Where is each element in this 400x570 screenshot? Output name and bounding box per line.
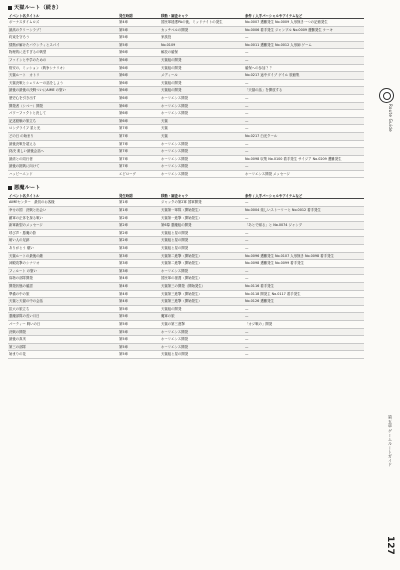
table-row (8, 252, 364, 260)
table-row (8, 64, 364, 72)
table-cell: 最終との同行者 (8, 155, 118, 163)
table-cell: 第6章 (118, 117, 160, 125)
table-cell: 暗い人の足跡 (8, 237, 118, 245)
col-header: 移動・調査キャラ (160, 12, 244, 19)
table-cell: 天獄第一軍隊（開始発生） (160, 207, 244, 215)
table-cell: 第7章 (118, 132, 160, 140)
table-cell: 第4章 (118, 19, 160, 27)
table-cell: 「あとで帰る」と No.0074 ジャンプ (244, 222, 364, 230)
table-row (8, 260, 364, 268)
table-cell: ホーリエンス開発 (160, 170, 244, 178)
table-cell: — (244, 237, 364, 245)
table-cell: — (244, 125, 364, 133)
table-cell: — (244, 343, 364, 351)
table-cell: — (244, 148, 364, 156)
table-cell: 開発者（シベー）開発 (8, 102, 118, 110)
table-cell: ホーリエンス開発 (160, 140, 244, 148)
table-cell: 天獄 (160, 117, 244, 125)
table-cell: 記述経験の旅立ち (8, 117, 118, 125)
table-cell: — (244, 49, 364, 57)
table-cell: ハッピーエンド (8, 170, 118, 178)
table-cell: 第3章 (118, 260, 160, 268)
table-cell: No.0118 開発主 No.0117 着手発生 (244, 290, 364, 298)
table-cell: No.0098 収集 No.0100 着手発生 サイジア No.0209 遭難発生 (244, 155, 364, 163)
table-cell: 最後の真実 (8, 336, 118, 344)
table-row (8, 343, 364, 351)
table-row (8, 229, 364, 237)
table-cell: 天獄組の開発 (160, 305, 244, 313)
table-cell: 第2章 (118, 222, 160, 230)
table-row (8, 163, 364, 171)
table-row (8, 170, 364, 178)
table-row (8, 351, 364, 359)
side-label: Route Guide (388, 104, 393, 132)
table-cell: 最後の最後の決戦ついにAIME の聖い (8, 87, 118, 95)
table-cell: No.0098 遭難発生 No.0099 着手発生 (244, 260, 364, 268)
table-cell: 第4章 (118, 283, 160, 291)
table-cell: — (244, 275, 364, 283)
col-header: 移動・調査キャラ (160, 192, 244, 199)
table-cell: 第5章 (118, 351, 160, 359)
table-cell: フィルート の聖い (8, 267, 118, 275)
table-cell: No.0006 着手発生 ジャンプル No.0009 遭難発生 ケーキ (244, 26, 364, 34)
table-row (8, 110, 364, 118)
side-tab-icon (379, 88, 394, 103)
table-cell: No.0096 遭難発生 No.0107 人形無き No.0098 着手発生 (244, 252, 364, 260)
table-cell: 天獄第三の開発（開始発生） (160, 283, 244, 291)
table-cell: 第5章 (118, 320, 160, 328)
table-row (8, 275, 364, 283)
table-cell: 「天獄の話」を開放する (244, 87, 364, 95)
table-cell: 天獄第一進撃（開始発生） (160, 214, 244, 222)
table-cell: 天獄組の開発 (160, 56, 244, 64)
table-cell: — (244, 110, 364, 118)
table-cell: 天獄ルートの最後の敵 (8, 252, 118, 260)
table-cell: ホーリエンス開発 (160, 94, 244, 102)
table-row (8, 102, 364, 110)
table-cell: — (244, 336, 364, 344)
table-cell: 天獄組と星の開発 (160, 237, 244, 245)
table-cell: 第1章 (118, 207, 160, 215)
table-row (8, 283, 364, 291)
table-cell: 第5章 (118, 336, 160, 344)
table-row (8, 87, 364, 95)
table-cell: 情熱が解けたバウンティとスパイ (8, 41, 118, 49)
table-row (8, 94, 364, 102)
table-cell: どの日 の始まり (8, 132, 118, 140)
table-cell: 家族役 (160, 34, 244, 42)
table-cell: 呼び声・悪魔の影 (8, 229, 118, 237)
table-cell: ホーリエンス開発 (160, 336, 244, 344)
table-cell: 歴史心を引き出す (8, 94, 118, 102)
table-row (8, 72, 364, 80)
table-row (8, 148, 364, 156)
table-row (8, 79, 364, 87)
table-cell: — (244, 305, 364, 313)
table-cell: 天獄第三進撃（開始発生） (160, 298, 244, 306)
section-title (8, 5, 364, 12)
table-cell: — (244, 328, 364, 336)
table-cell: No.0217 途中ダイブ ゲイル 旅館集 (244, 72, 364, 80)
table-row (8, 214, 364, 222)
table-row (8, 207, 364, 215)
section-title (8, 185, 364, 192)
table-cell: No.0217 白光クール (244, 132, 364, 140)
table-row (8, 155, 364, 163)
table-cell: — (244, 102, 364, 110)
table-cell: ファインと中学のための (8, 56, 118, 64)
col-header: 発生時期 (118, 192, 160, 199)
table-cell: 天獄と天獄の中の会話 (8, 298, 118, 306)
table-cell: 第5章 (118, 343, 160, 351)
table-cell: 天獄第二進撃（開始発生） (160, 260, 244, 268)
table-row (8, 336, 364, 344)
table-cell: 第6章 (118, 49, 160, 57)
table-cell: ホーリエンス開発 (160, 155, 244, 163)
table-cell: 準備の中の旅 (8, 290, 118, 298)
table-cell: — (244, 140, 364, 148)
table-cell: No.0011 遭難発生 No.0012 人形師 ゲーム (244, 41, 364, 49)
table-cell: 第3章 (118, 252, 160, 260)
table-cell: 物理的に近すぎるの戦型 (8, 49, 118, 57)
table-cell: — (244, 163, 364, 171)
table-row (8, 328, 364, 336)
table-cell: 偽物の部隊開発 (8, 275, 118, 283)
table-cell: ジャックの第2軍 国軍開発 (160, 199, 244, 207)
table-cell: エピローグ (118, 170, 160, 178)
table-cell: 最後決戦を超える (8, 140, 118, 148)
table-cell: パーティー 戦いの日 (8, 320, 118, 328)
table-row (8, 117, 364, 125)
table-cell: ホーリエンス開発 (160, 328, 244, 336)
table-cell: ホーリエンス開発 (160, 163, 244, 171)
table-cell: 第6章 (118, 72, 160, 80)
table-cell: 天獄組と星の開発 (160, 229, 244, 237)
table-cell: 格安の、ミッション（戦争シナリオ） (8, 64, 118, 72)
table-row (8, 305, 364, 313)
table-cell: 天獄ルート カトリ (8, 72, 118, 80)
table-row (8, 313, 364, 321)
table-cell: 魔軍の旅 (160, 313, 244, 321)
table-cell: — (244, 94, 364, 102)
table-cell: 天獄第三進撃（開始発生） (160, 290, 244, 298)
col-header: 条件 / 入手パーシャルやアイテムなど (244, 12, 364, 19)
table-cell: 第6章 (118, 79, 160, 87)
table-cell: — (244, 199, 364, 207)
table-cell: 第5章 (118, 305, 160, 313)
table-cell: — (244, 79, 364, 87)
table-row (8, 34, 364, 42)
bullet-square-icon (8, 186, 12, 190)
table-cell: — (244, 56, 364, 64)
table-row (8, 267, 364, 275)
table-cell: 国民軍援護PAの後、ミッドナイトの発生 (160, 19, 244, 27)
table-cell: 幸せの国 決戦と出会い (8, 207, 118, 215)
table-row (8, 26, 364, 34)
table-cell: ホーリエンス開発 (160, 267, 244, 275)
table-cell: No.0007 遭難発生 No.0009 人形無き一つの記憶発生 (244, 19, 364, 27)
table-cell: 第6章 (118, 64, 160, 72)
table-row (8, 320, 364, 328)
table-cell: 第6章 (118, 110, 160, 118)
table-cell: 第3章 (118, 267, 160, 275)
table-row (8, 140, 364, 148)
table-cell: 第6章 (118, 94, 160, 102)
table-cell: 最後の挑戦に向けて (8, 163, 118, 171)
table-cell: 第6章 (118, 56, 160, 64)
table-cell: 第7章 (118, 148, 160, 156)
table-cell: 悪魔部隊の長い月日 (8, 313, 118, 321)
table-cell: No.0126 遭難発生 (244, 298, 364, 306)
table-cell: 第1章 (118, 199, 160, 207)
table-cell: 天獄 (160, 132, 244, 140)
section-title-text: 悪魔ルート (14, 185, 41, 192)
table-row (8, 237, 364, 245)
table-cell: 第7章 (118, 125, 160, 133)
table-row (8, 49, 364, 57)
table-cell: 第4章 (118, 275, 160, 283)
table-cell: 天獄組と星の開発 (160, 245, 244, 253)
table-cell: 解放の確保 (160, 49, 244, 57)
table-cell: 最高のクリーンラブ！ (8, 26, 118, 34)
table-cell: 天獄決戦とシェリルーの話をしよう (8, 79, 118, 87)
document-page (8, 5, 364, 359)
table-cell: 第4章 (118, 290, 160, 298)
table-cell: 第5章 (118, 313, 160, 321)
table-cell: 第6章 (118, 102, 160, 110)
table-cell: No.0004 楽しいストーリーと No.0012 着手発生 (244, 207, 364, 215)
table-row (8, 19, 364, 27)
table-cell: 第3章 (118, 245, 160, 253)
table-row (8, 41, 364, 49)
table-cell: 第5章 (118, 34, 160, 42)
table-cell: 敵軍の正体を探る戦い (8, 214, 118, 222)
table-cell: 第6幕 悪魔組の開発 (160, 222, 244, 230)
table-cell: 第5章 (118, 41, 160, 49)
col-header: イベント名タイトル (8, 192, 118, 199)
table-cell: 拡大の旅立ち (8, 305, 118, 313)
table-row (8, 222, 364, 230)
table-cell: 始まりの花 (8, 351, 118, 359)
table-cell: 約束を守ろう (8, 34, 118, 42)
table-cell: 決戦の開発 (8, 328, 118, 336)
table-cell: 第三の部隊 (8, 343, 118, 351)
section-title-text: 天獄ルート（続き） (14, 5, 62, 11)
table-cell: — (244, 34, 364, 42)
table-cell: 終決 楽しい最後会話へ (8, 148, 118, 156)
table-cell: — (244, 245, 364, 253)
table-row (8, 290, 364, 298)
table-row (8, 125, 364, 133)
table-cell: No.0116 着手発生 (244, 283, 364, 291)
table-cell: 第7章 (118, 140, 160, 148)
table-cell: ロングライフ 星と光 (8, 125, 118, 133)
table-cell: 第5章 (118, 328, 160, 336)
event-table (8, 192, 364, 358)
table-cell: — (244, 351, 364, 359)
table-row (8, 298, 364, 306)
col-header: イベント名タイトル (8, 12, 118, 19)
table-cell: ありがとう 願い (8, 245, 118, 253)
table-cell: メディール (160, 72, 244, 80)
table-cell: 天獄の第三進撃 (160, 320, 244, 328)
table-cell: 新軍新型のメッセージ (8, 222, 118, 230)
table-cell: 第6章 (118, 87, 160, 95)
event-table (8, 12, 364, 178)
table-cell: 神殿攻撃のシナリオ (8, 260, 118, 268)
col-header: 条件 / 入手パーシャルやアイテムなど (244, 192, 364, 199)
table-cell: 確保への参加 ？？ (244, 64, 364, 72)
table-cell: ホーリエンス開発 (160, 110, 244, 118)
table-cell: 天獄第二進撃（開始発生） (160, 252, 244, 260)
table-cell: No.0109 (160, 41, 244, 49)
table-cell: 「カジ戦の」開発 (244, 320, 364, 328)
table-cell: 天獄組の開発 (160, 64, 244, 72)
table-cell: 国民軍の援護（開始発生） (160, 275, 244, 283)
page-number: 127 (385, 536, 395, 555)
table-cell: 第2章 (118, 229, 160, 237)
chapter-label: 第五章 ゲームルートガイド (388, 415, 393, 467)
table-cell: AIMEセンター 最初のお客様 (8, 199, 118, 207)
table-cell: 天獄組の開発 (160, 79, 244, 87)
col-header: 発生時期 (118, 12, 160, 19)
table-cell: ホーリエンス開発 (160, 102, 244, 110)
table-cell: — (244, 214, 364, 222)
table-cell: 天獄組の開発 (160, 87, 244, 95)
table-cell: — (244, 117, 364, 125)
table-cell: — (244, 313, 364, 321)
table-cell: 天獄組と星の開発 (160, 351, 244, 359)
table-cell: 天獄 (160, 125, 244, 133)
table-cell: 第7章 (118, 155, 160, 163)
table-cell: パワーファクトと決して (8, 110, 118, 118)
table-cell: ホーリエンス開発 (160, 343, 244, 351)
table-cell: ボーナスタイムロズ (8, 19, 118, 27)
table-cell: ホーリエンス開発 (160, 148, 244, 156)
table-cell: ホーリエンス開発 メッセージ (244, 170, 364, 178)
table-cell: 第2章 (118, 214, 160, 222)
table-row (8, 199, 364, 207)
table-row (8, 245, 364, 253)
table-cell: 開発状態の確認 (8, 283, 118, 291)
table-row (8, 132, 364, 140)
table-cell: — (244, 229, 364, 237)
table-row (8, 56, 364, 64)
table-cell: 第4章 (118, 298, 160, 306)
table-cell: 第7章 (118, 163, 160, 171)
table-cell: 第5章 (118, 26, 160, 34)
table-cell: 第2章 (118, 237, 160, 245)
table-cell: カッチベルの開発 (160, 26, 244, 34)
table-cell: — (244, 267, 364, 275)
bullet-square-icon (8, 6, 12, 10)
